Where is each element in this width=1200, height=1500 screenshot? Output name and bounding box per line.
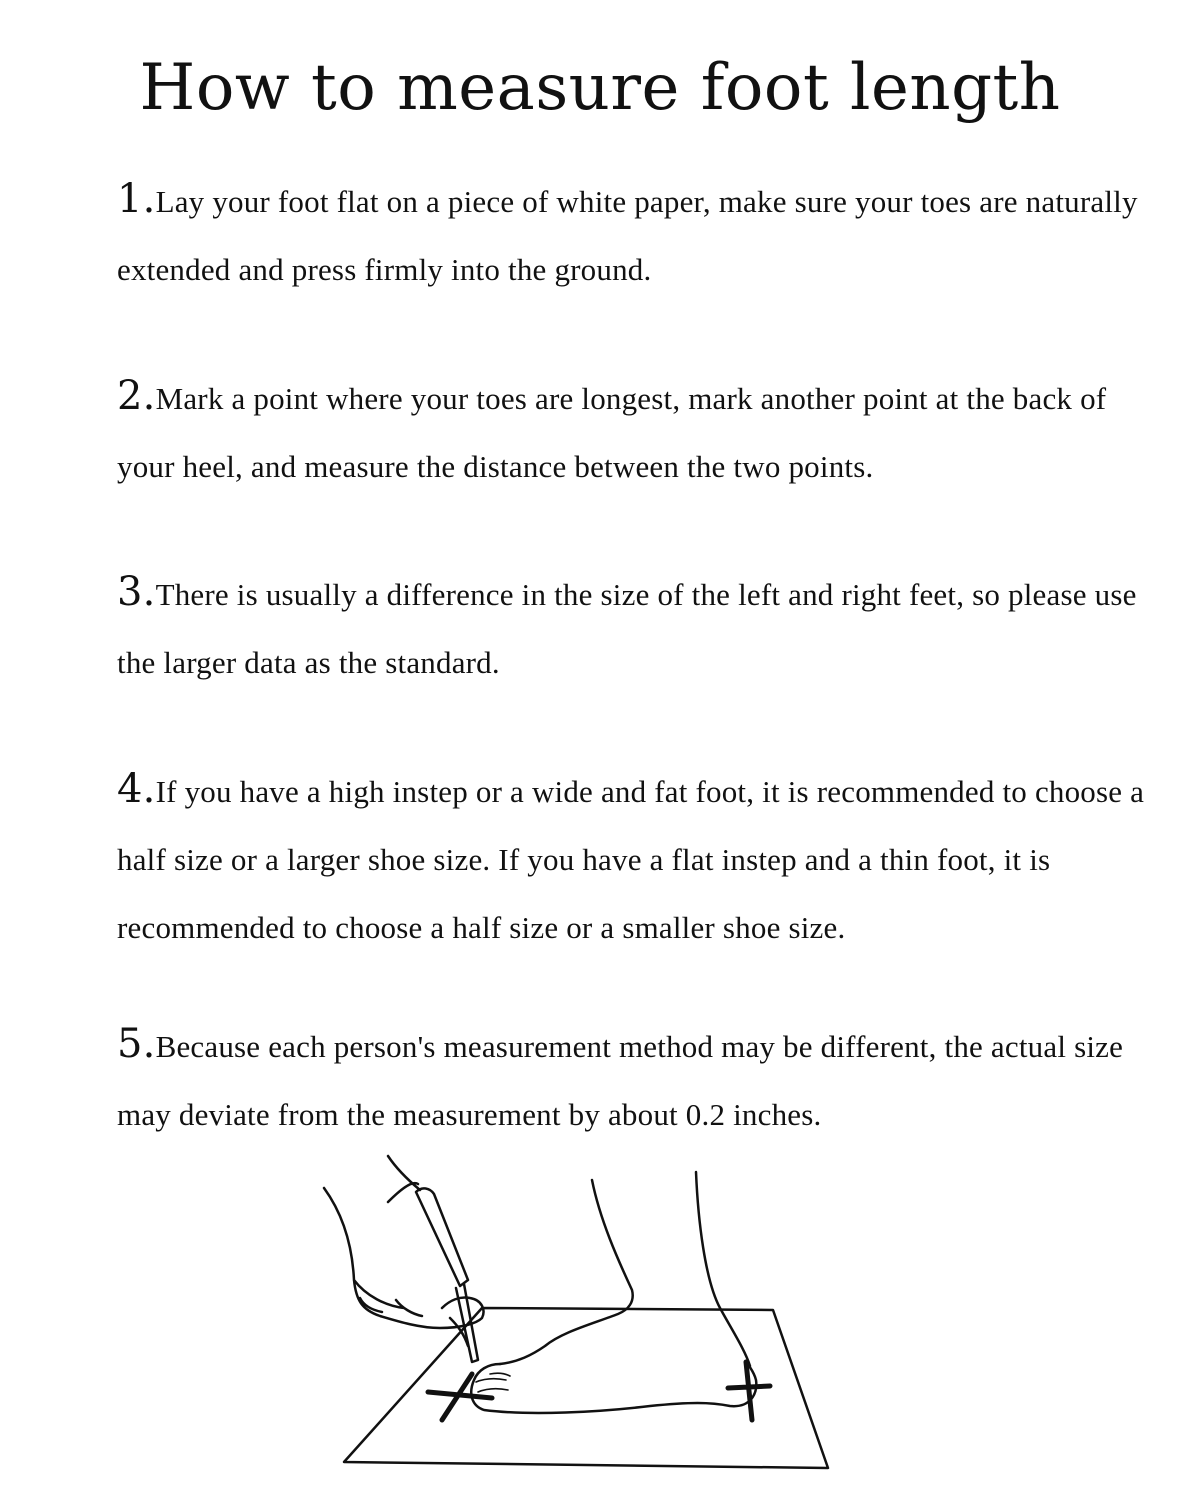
page-title: How to measure foot length — [139, 51, 1061, 125]
step-text: Because each person's measurement method may be different, the actual size may deviate from the measurement by about 0.2 inches. — [117, 1029, 1124, 1132]
step-text: There is usually a difference in the size of the left and right feet, so please use the larger data as the standard. — [117, 577, 1137, 680]
hand — [324, 1156, 484, 1346]
step-text: Lay your foot flat on a piece of white paper, make sure your toes are naturally extended and press firmly into the ground. — [117, 184, 1138, 287]
heel-cross — [728, 1362, 770, 1420]
step-1 — [117, 165, 1147, 304]
toe-lines — [476, 1373, 510, 1392]
step-number: 5. — [117, 1021, 156, 1067]
step-number: 4. — [117, 766, 156, 812]
pen — [416, 1188, 468, 1286]
step-2 — [117, 362, 1147, 501]
foot-measuring-icon — [300, 1150, 860, 1480]
toe-cross — [428, 1374, 492, 1420]
step-number: 2. — [117, 373, 156, 419]
foot-measuring-illustration — [300, 1150, 860, 1480]
leg-line — [696, 1172, 750, 1366]
leg-line — [500, 1180, 633, 1364]
step-3 — [117, 558, 1147, 697]
foot-outline — [471, 1364, 756, 1413]
step-number: 3. — [117, 569, 156, 615]
step-4 — [117, 755, 1147, 962]
step-text: If you have a high instep or a wide and fat foot, it is recommended to choose a half size or a larger shoe size. If you have a flat instep and a thin foot, it is recommended to choose a half size or a smaller shoe size. — [117, 774, 1145, 945]
step-number: 1. — [117, 176, 156, 222]
step-text: Mark a point where your toes are longest, mark another point at the back of your heel, and measure the distance between the two points. — [117, 381, 1107, 484]
step-5 — [117, 1010, 1147, 1149]
